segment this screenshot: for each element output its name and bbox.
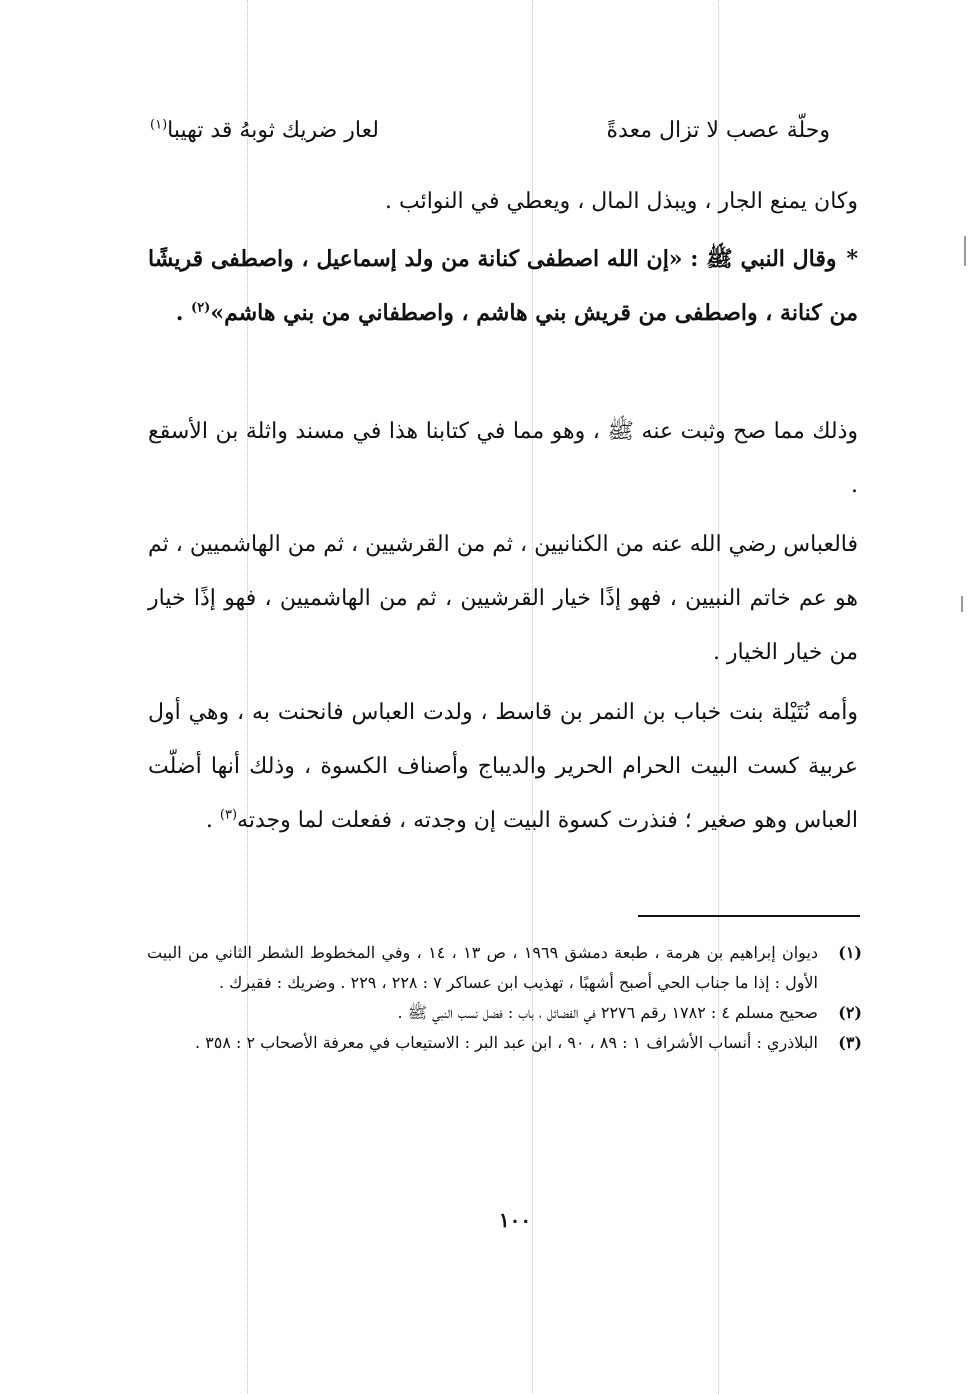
verse-first-hemistich: وحلّة عصب لا تزال معدةً [606,118,830,143]
footnote-2 [147,998,862,1028]
footnote-number: (٣) [838,1033,862,1052]
footnote-ref-1: (١) [150,117,168,133]
footnote-separator [638,915,860,917]
paragraph-text: فالعباس رضي الله عنه من الكنانيين ، ثم من القرشيين ، ثم من الهاشميين ، ثم هو عم خاتم النبيين ، فهو إذًا خيار القرشيين ، ثم من الهاشميين ، فهو إذًا خيار من خيار الخيار . [148,532,858,665]
verse-second-hemistich-text: لعار ضريك ثوبهُ قد تهيبا [167,118,379,143]
hadith-paragraph [148,232,858,340]
paragraph-5 [148,686,858,848]
bullet-star: * [846,246,858,272]
paragraph-1 [148,175,858,229]
poetry-verse [150,118,830,154]
footnote-text: صحيح مسلم ٤ : ١٧٨٢ رقم ٢٢٧٦ في الفضائل ، باب : فضل نسب النبي ﷺ . [397,1003,818,1022]
footnote-ref-2: (٢) [191,300,211,316]
footnote-text: البلاذري : أنساب الأشراف ١ : ٨٩ ، ٩٠ ، ابن عبد البر : الاستيعاب في معرفة الأصحاب ٢ : ٣٥٨ . [194,1033,818,1052]
paragraph-text: وكان يمنع الجار ، ويبذل المال ، ويعطي في النوائب . [384,189,858,214]
hadith-text: وقال النبي ﷺ : «إن الله اصطفى كنانة من ولد إسماعيل ، واصطفى قريشًا من كنانة ، واصطفى من قريش بني هاشم ، واصطفاني من بني هاشم» [148,246,858,326]
paragraph-end: . [205,808,220,833]
footnote-number: (١) [838,943,862,962]
page-number: ١٠٠ [498,1208,532,1232]
scan-edge-mark [961,596,963,612]
paragraph-text: وذلك مما صح وثبت عنه ﷺ ، وهو مما في كتابنا هذا في مسند واثلة بن الأسقع . [148,419,858,498]
footnotes [147,938,862,1058]
footnote-1 [147,938,862,998]
paragraph-4 [148,518,858,680]
paragraph-3 [148,405,858,513]
footnote-number: (٢) [838,1003,862,1022]
paragraph-end: . [175,300,192,326]
footnote-3 [147,1028,862,1058]
verse-second-hemistich [150,118,379,143]
footnote-text: ديوان إبراهيم بن هرمة ، طبعة دمشق ١٩٦٩ ، ص ١٣ ، ١٤ ، وفي المخطوط الشطر الثاني من البيت الأول : إذا ما جناب الحي أصبح أشهبًا ، تهذيب ابن عساكر ٧ : ٢٢٨ ، ٢٢٩ . وضريك : فقيرك . [147,943,819,992]
scan-edge-mark [964,236,966,266]
paragraph-text: وأمه نُتَيْلة بنت خباب بن النمر بن قاسط ، ولدت العباس فانحنت به ، وهي أول عربية كست البيت الحرام الحرير والديباج وأصناف الكسوة ، وذلك أنها أضلّت العباس وهو صغير ؛ فنذرت كسوة البيت إن وجدته ، ففعلت لما وجدته [148,700,858,833]
footnote-ref-3: (٣) [219,807,238,823]
